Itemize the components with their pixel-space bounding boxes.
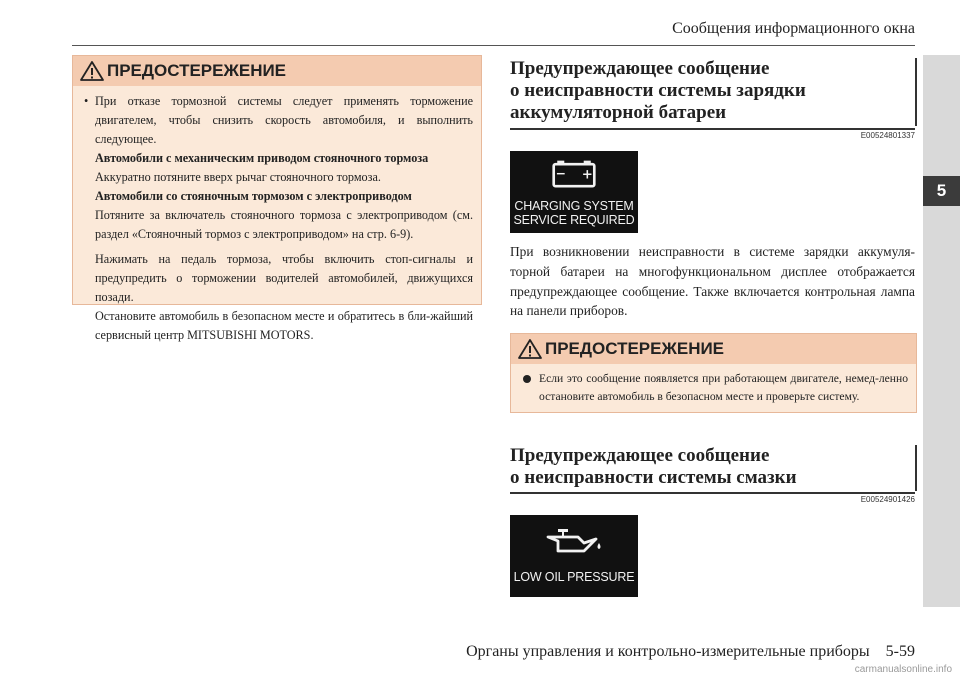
warning-triangle-icon [517,338,543,360]
charging-system-description: При возникновении неисправности в системе зарядки аккумуля-торной батареи на многофункциональном дисплее отображается предупреждающее сообщение. Также включается контрольная лампа на панели приборов. [510,244,915,319]
display-text-line: CHARGING SYSTEM [514,199,634,213]
bullet-mark: • [84,94,89,108]
warning-text-1: При отказе тормозной системы следует применять торможение двигателем, чтобы снизить скорость автомобиля, и выполнить следующее. [95,94,473,146]
warning-triangle-icon [79,60,105,82]
warning-text-2: Аккуратно потяните вверх рычаг стояночного тормоза. [95,170,381,184]
section-title-oil-system [510,445,917,491]
section-title-line: о неисправности системы зарядки [510,80,806,101]
warning-subheading-electric: Автомобили со стояночным тормозом с электроприводом [95,189,412,203]
section-divider [510,492,915,494]
bullet-dot [523,375,531,383]
section-title-line: о неисправности системы смазки [510,467,797,488]
warning-box-brake-failure [72,55,482,342]
battery-minus-sign: − [555,166,566,181]
display-charging-system-message [510,151,638,233]
warning-bullet-paragraph [84,92,473,149]
battery-plus-sign: + [581,167,593,183]
display-text-line: SERVICE REQUIRED [513,213,635,227]
warning-heading: ПРЕДОСТЕРЕЖЕНИЕ [107,61,287,80]
warning-box-charging [510,333,917,413]
warning-text-5: Остановите автомобиль в безопасном месте и обратитесь в бли-жайший сервисный центр MITSUBISHI MOTORS. [95,309,473,342]
warning-body [511,364,916,409]
section-title-line: Предупреждающее сообщение [510,58,770,79]
warning-subheading-mechanical: Автомобили с механическим приводом стояночного тормоза [95,151,429,165]
chapter-side-tab [923,55,960,607]
display-low-oil-pressure-message [510,515,638,597]
warning-bullet-paragraph [539,370,908,405]
warning-text: Если это сообщение появляется при работающем двигателе, немед-ленно остановите автомобиль в безопасном месте и проверьте систему. [539,372,908,403]
warning-heading: ПРЕДОСТЕРЕЖЕНИЕ [545,339,725,358]
section-divider [510,128,915,130]
section-title-line: Предупреждающее сообщение [510,445,770,466]
display-text-line: LOW OIL PRESSURE [513,570,635,584]
watermark: carmanualsonline.info [854,664,952,675]
page-header-title: Сообщения информационного окна [672,20,915,37]
warning-text-4: Нажимать на педаль тормоза, чтобы включить стоп-сигналы и предупредить о торможении водителей автомобилей, движущихся позади. [95,252,473,304]
warning-text-3: Потяните за включатель стояночного тормоза с электроприводом (см. раздел «Стояночный тормоз с электроприводом» на стр. 6-9). [95,208,473,241]
chapter-number-badge: 5 [923,176,960,206]
oil-can-icon [544,525,604,555]
page-footer: Органы управления и контрольно-измерительные приборы 5-59 [466,643,915,660]
warning-box-header [511,334,916,364]
header-divider [72,45,915,46]
section-title-charging-system [510,58,917,126]
section-code: E00524801337 [860,131,915,140]
battery-icon [550,158,598,188]
section-title-line: аккумуляторной батареи [510,102,727,123]
warning-box-header [73,56,481,86]
section-code: E00524901426 [860,495,915,504]
warning-body [73,86,481,349]
